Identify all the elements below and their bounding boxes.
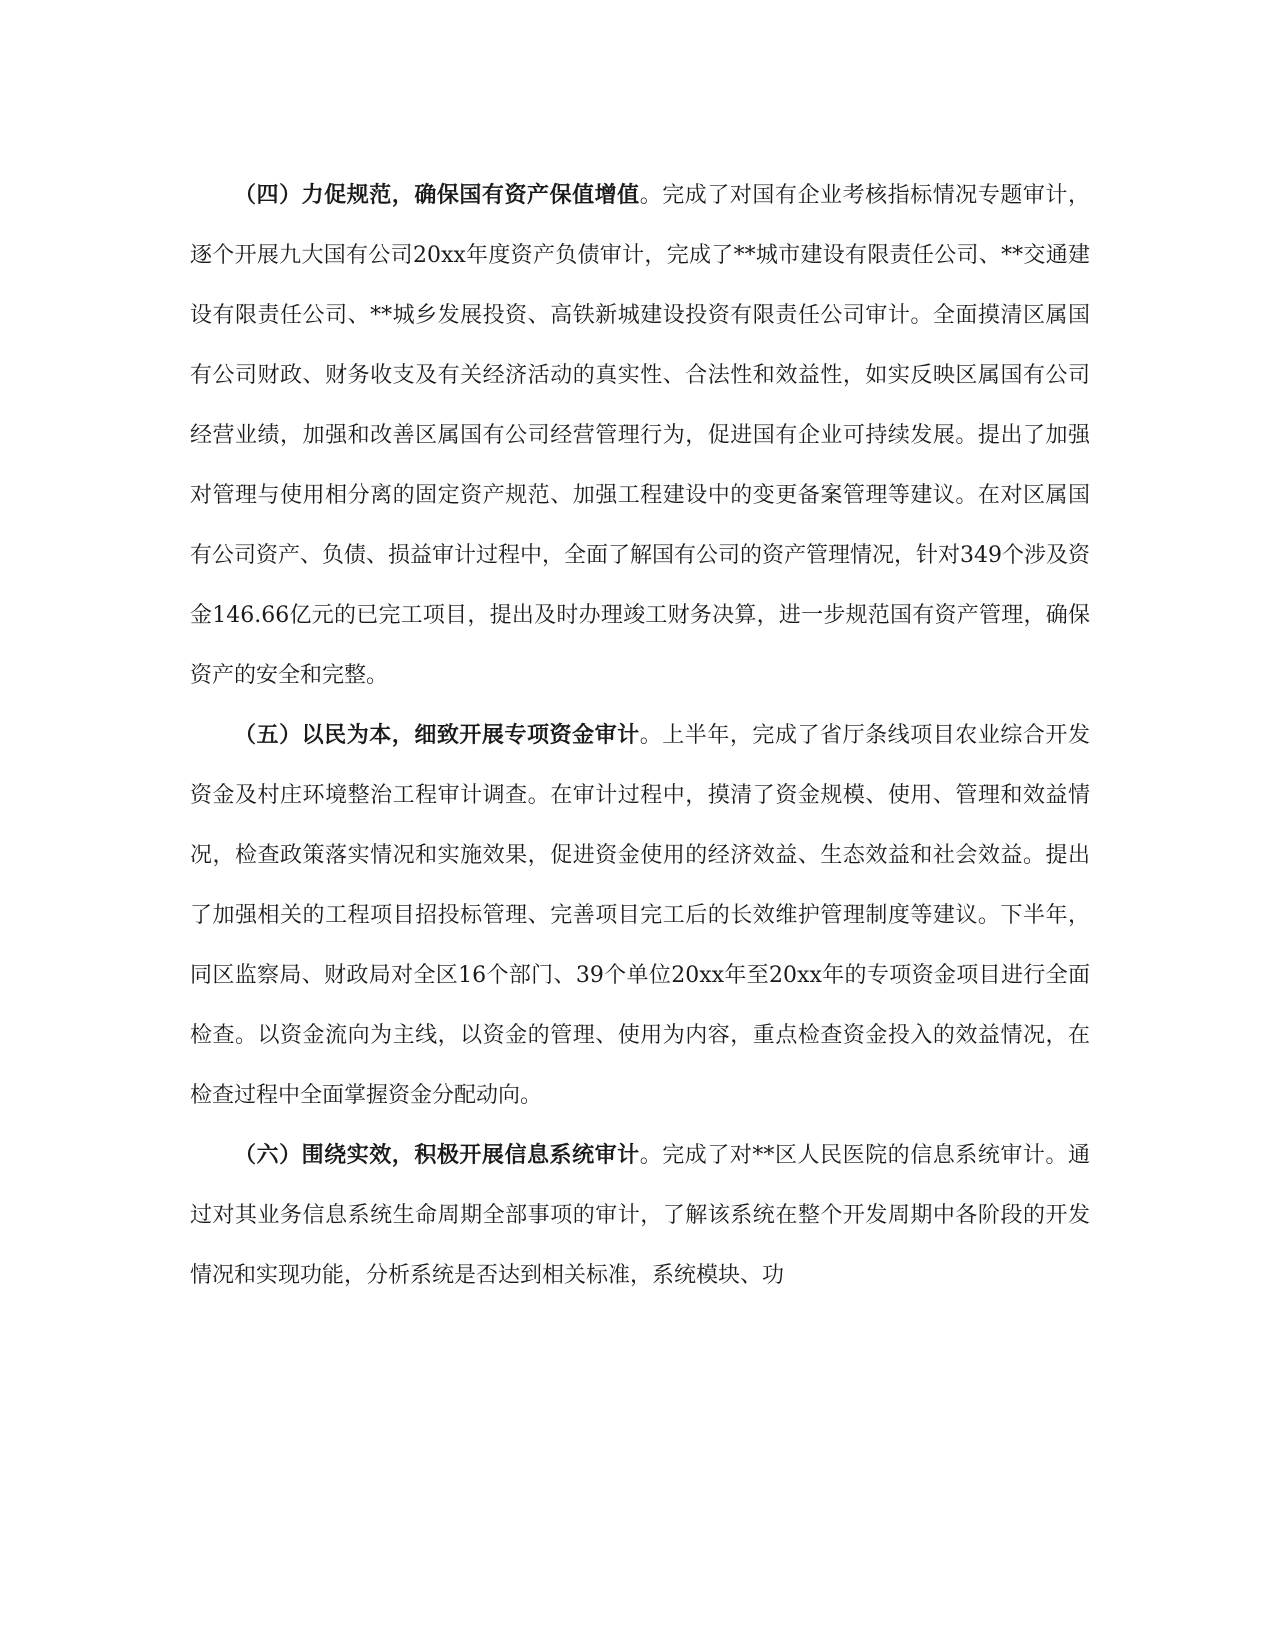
- paragraph-heading: （六）围绕实效，积极开展信息系统审计: [234, 1143, 640, 1168]
- paragraph-heading: （五）以民为本，细致开展专项资金审计: [234, 723, 640, 748]
- paragraph-state-assets: [190, 166, 1090, 706]
- paragraph-text: 。完成了对国有企业考核指标情况专题审计，逐个开展九大国有公司20xx年度资产负债审计，完成了**城市建设有限责任公司、**交通建设有限责任公司、**城乡发展投资、高铁新城建设投资有限责任公司审计。全面摸清区属国有公司财政、财务收支及有关经济活动的真实性、合法性和效益性，如实反映区属国有公司经营业绩，加强和改善区属国有公司经营管理行为，促进国有企业可持续发展。提出了加强对管理与使用相分离的固定资产规范、加强工程建设中的变更备案管理等建议。在对区属国有公司资产、负债、损益审计过程中，全面了解国有公司的资产管理情况，针对349个涉及资金146.66亿元的已完工项目，提出及时办理竣工财务决算，进一步规范国有资产管理，确保资产的安全和完整。: [190, 183, 1090, 688]
- paragraph-text: 。上半年，完成了省厅条线项目农业综合开发资金及村庄环境整治工程审计调查。在审计过程中，摸清了资金规模、使用、管理和效益情况，检查政策落实情况和实施效果，促进资金使用的经济效益、生态效益和社会效益。提出了加强相关的工程项目招投标管理、完善项目完工后的长效维护管理制度等建议。下半年，同区监察局、财政局对全区16个部门、39个单位20xx年至20xx年的专项资金项目进行全面检查。以资金流向为主线，以资金的管理、使用为内容，重点检查资金投入的效益情况，在检查过程中全面掌握资金分配动向。: [190, 723, 1090, 1108]
- paragraph-info-systems: [190, 1126, 1090, 1306]
- paragraph-heading: （四）力促规范，确保国有资产保值增值: [234, 183, 640, 208]
- paragraph-text: 。完成了对**区人民医院的信息系统审计。通过对其业务信息系统生命周期全部事项的审计，了解该系统在整个开发周期中各阶段的开发情况和实现功能，分析系统是否达到相关标准，系统模块、功: [190, 1143, 1090, 1288]
- paragraph-special-funds: [190, 706, 1090, 1126]
- document-body: [190, 166, 1090, 1306]
